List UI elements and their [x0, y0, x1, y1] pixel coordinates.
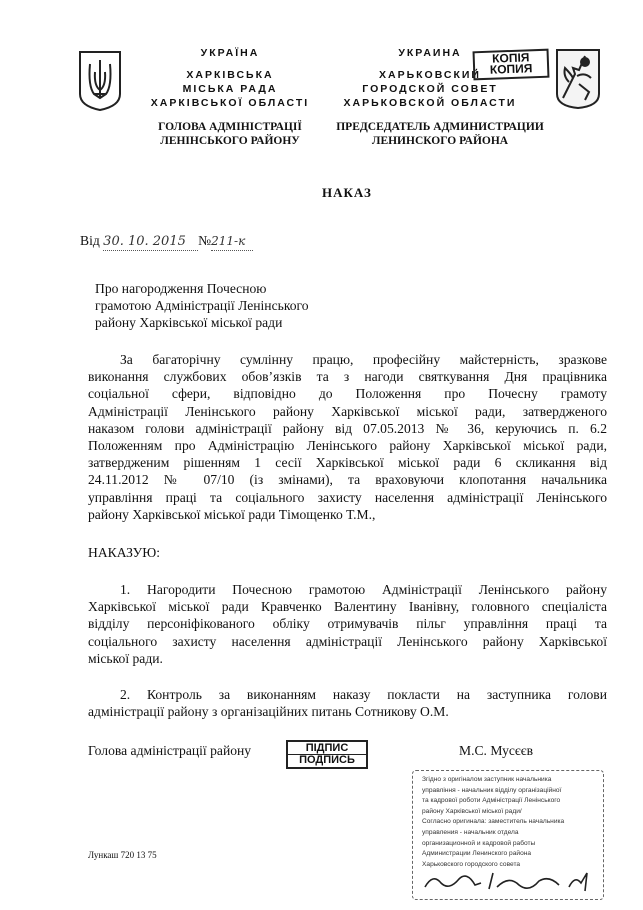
preamble-line: соціальної сфери, відповідно до Положення про Почесну грамоту [88, 386, 607, 402]
copy-stamp-line1: КОПІЯ [491, 50, 530, 66]
preamble-line: наказом голови адміністрації району від 07.05.2013 № 36, керуючись п. 6.2 [88, 420, 607, 436]
certification-line: управління - начальник відділу організаційної [422, 786, 562, 794]
subject-block [95, 280, 395, 332]
certification-signature [419, 869, 599, 895]
header-left-office-1: ГОЛОВА АДМІНІСТРАЦІЇ [158, 121, 302, 133]
date-line [80, 232, 253, 251]
signature-stamp-line1: ПІДПИС [305, 742, 349, 754]
date-prefix: Від [80, 233, 100, 248]
item-line: 1. Нагородити Почесною грамотою Адміністрації Ленінського району [120, 582, 607, 597]
header-right-council-1: ХАРЬКОВСКИЙ [379, 69, 481, 81]
item-line: відділу персоніфікованого обліку отримувачів пільг управління праці та [88, 616, 607, 632]
header-left-council-1: ХАРКІВСЬКА [186, 69, 274, 81]
subject-line: грамотою Адміністрації Ленінського [95, 298, 309, 314]
certification-text [413, 771, 603, 870]
subject-line: Про нагородження Почесною [95, 281, 267, 296]
footer-contact: Лункаш 720 13 75 [88, 850, 157, 860]
preamble-line: Адміністрації Ленінського району Харківської міської ради, затвердженого [88, 403, 607, 419]
header-right-office-1: ПРЕДСЕДАТЕЛЬ АДМИНИСТРАЦИИ [336, 121, 544, 133]
signature-stamp [286, 740, 368, 769]
preamble-line: виконання службових обов’язків та з нагоди святкування Дня працівника [88, 369, 607, 385]
header-right-council-3: ХАРЬКОВСКОЙ ОБЛАСТИ [343, 97, 517, 109]
subject-line: району Харківської міської ради [95, 315, 283, 331]
certification-line: Харьковского городского совета [422, 860, 521, 868]
certification-line: Згідно з оригіналом заступник начальника [422, 776, 552, 783]
document-title: НАКАЗ [322, 185, 372, 200]
order-word: НАКАЗУЮ: [88, 545, 161, 560]
header-left-council-2: МІСЬКА РАДА [182, 83, 278, 95]
preamble-line: За багаторічну сумлінну працю, професійну майстерність, зразкове [120, 352, 607, 367]
signatory-name: М.С. Мусєєв [459, 743, 534, 758]
number-value: 211-к [211, 233, 253, 251]
preamble-line: Положенням про Адміністрацію Ленінського району Харківської міської ради, [88, 438, 607, 454]
date-value: 30. 10. 2015 [103, 233, 198, 251]
header-right-office-2: ЛЕНИНСКОГО РАЙОНА [371, 135, 509, 147]
item-line: Харківської міської ради Кравченко Валентину Іванівну, головного спеціаліста [88, 599, 607, 615]
item-line: 2. Контроль за виконанням наказу покласти на заступника голови [120, 687, 607, 702]
copy-stamp-line2: КОПИЯ [489, 61, 533, 77]
certification-line: организационной и кадровой работы [422, 839, 536, 847]
certification-line: управления - начальник отдела [422, 828, 519, 836]
preamble-line: 24.11.2012 № 07/10 (із змінами), та враховуючи клопотання начальника [88, 472, 607, 488]
header-left-office-2: ЛЕНІНСЬКОГО РАЙОНУ [160, 135, 300, 147]
signatory-position: Голова адміністрації району [88, 743, 252, 758]
item-line: міської ради. [88, 650, 163, 666]
header-right-council-2: ГОРОДСКОЙ СОВЕТ [362, 83, 498, 95]
certification-line: району Харківської міської ради/ [422, 807, 522, 815]
ukraine-coat-of-arms-icon [78, 50, 122, 112]
preamble-line: району Харківської міської ради Тімощенко Т.М., [88, 506, 376, 522]
preamble-line: затвердженим рішенням 1 сесії Харківської міської ради 6 скликання від [88, 455, 607, 471]
certification-stamp [412, 770, 604, 900]
item-line: адміністрації району з організаційних питань Сотникову О.М. [88, 704, 449, 720]
header-left-council-3: ХАРКІВСЬКОЇ ОБЛАСТІ [150, 97, 310, 109]
header-right-country: УКРАИНА [398, 47, 462, 59]
order-item-1 [88, 581, 607, 667]
number-prefix: № [198, 233, 212, 248]
copy-stamp [473, 49, 550, 81]
signature-stamp-line2: ПОДПИСЬ [288, 754, 366, 766]
item-line: соціального захисту населення адміністрації Ленінського району Харківської [88, 633, 607, 649]
certification-line: Администрации Ленинского района [422, 850, 532, 858]
preamble-block [88, 351, 607, 523]
order-item-2 [88, 686, 607, 720]
certification-line: Согласно оригинала: заместитель начальника [422, 818, 565, 826]
certification-line: та кадрової роботи Адміністрації Ленінського [422, 797, 561, 805]
kharkiv-coat-of-arms-icon [555, 48, 601, 110]
preamble-line: управління праці та соціального захисту населення адміністрації Ленінського [88, 489, 607, 505]
header-left-country: УКРАЇНА [200, 47, 260, 59]
